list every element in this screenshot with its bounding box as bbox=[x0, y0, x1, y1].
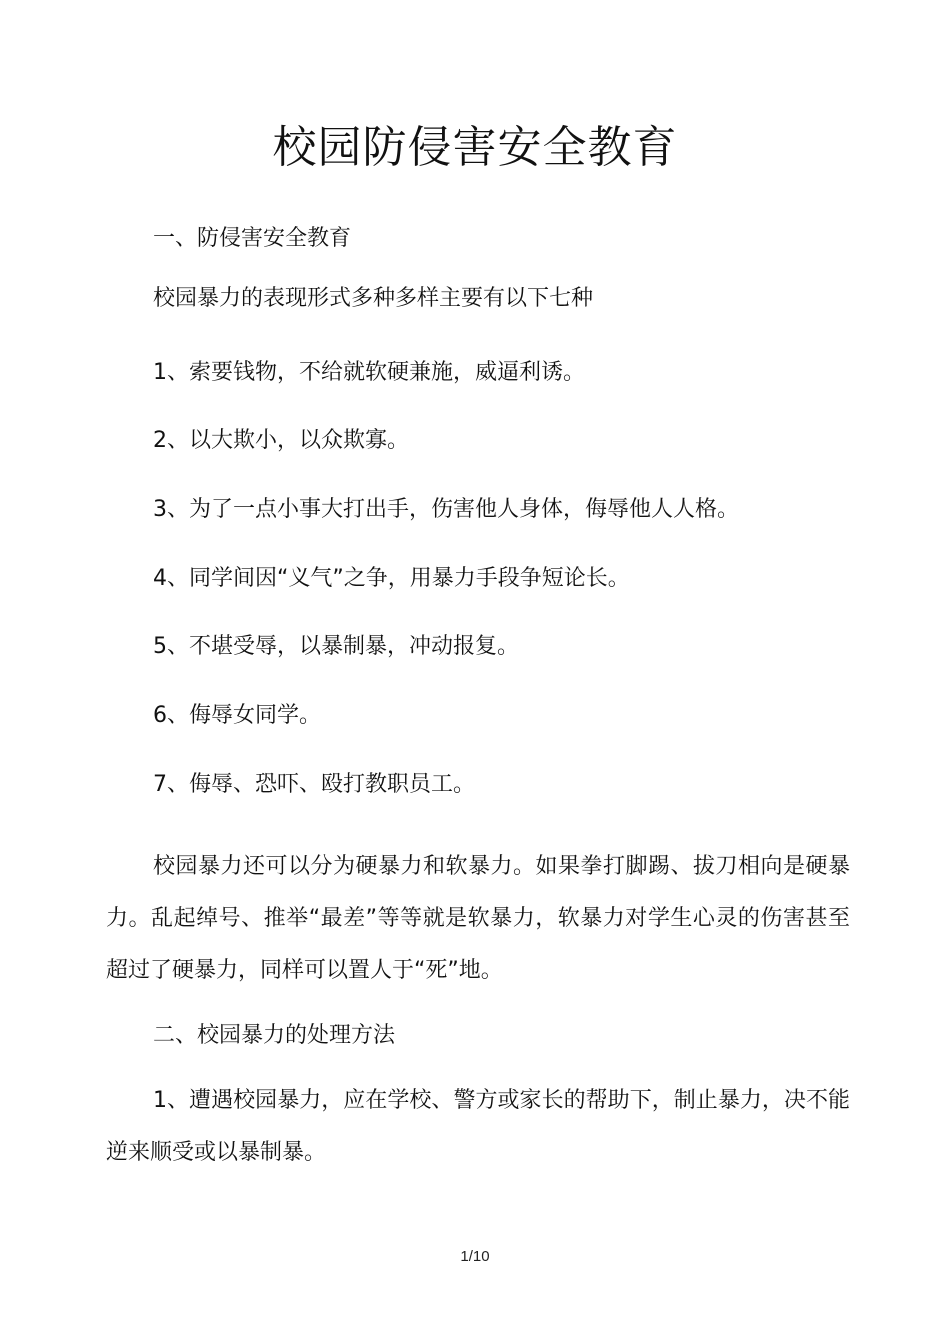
list-item-5: 5、不堪受辱，以暴制暴，冲动报复。 bbox=[153, 634, 519, 659]
section-one-heading: 一、防侵害安全教育 bbox=[153, 226, 352, 251]
list-item-2: 2、以大欺小，以众欺寡。 bbox=[153, 428, 409, 453]
list-item-4: 4、同学间因“义气”之争，用暴力手段争短论长。 bbox=[153, 566, 630, 591]
soft-violence-paragraph: 校园暴力还可以分为硬暴力和软暴力。如果拳打脚踢、拔刀相向是硬暴力。乱起绰号、推举“最差”等等就是软暴力，软暴力对学生心灵的伤害甚至超过了硬暴力，同样可以置人于“死”地。 bbox=[106, 854, 850, 983]
list-item-3: 3、为了一点小事大打出手，伤害他人身体，侮辱他人人格。 bbox=[153, 497, 739, 522]
list-item-1: 1、索要钱物，不给就软硬兼施，威逼利诱。 bbox=[153, 360, 585, 385]
list-item-6: 6、侮辱女同学。 bbox=[153, 703, 321, 728]
page-number: 1/10 bbox=[460, 1248, 490, 1265]
page-title: 校园防侵害安全教育 bbox=[272, 122, 678, 173]
method-1-paragraph: 1、遭遇校园暴力，应在学校、警方或家长的帮助下，制止暴力，决不能逆来顺受或以暴制暴。 bbox=[106, 1088, 850, 1165]
list-item-7: 7、侮辱、恐吓、殴打教职员工。 bbox=[153, 772, 475, 797]
intro-line: 校园暴力的表现形式多种多样主要有以下七种 bbox=[153, 286, 594, 311]
section-two-heading: 二、校园暴力的处理方法 bbox=[153, 1023, 396, 1048]
